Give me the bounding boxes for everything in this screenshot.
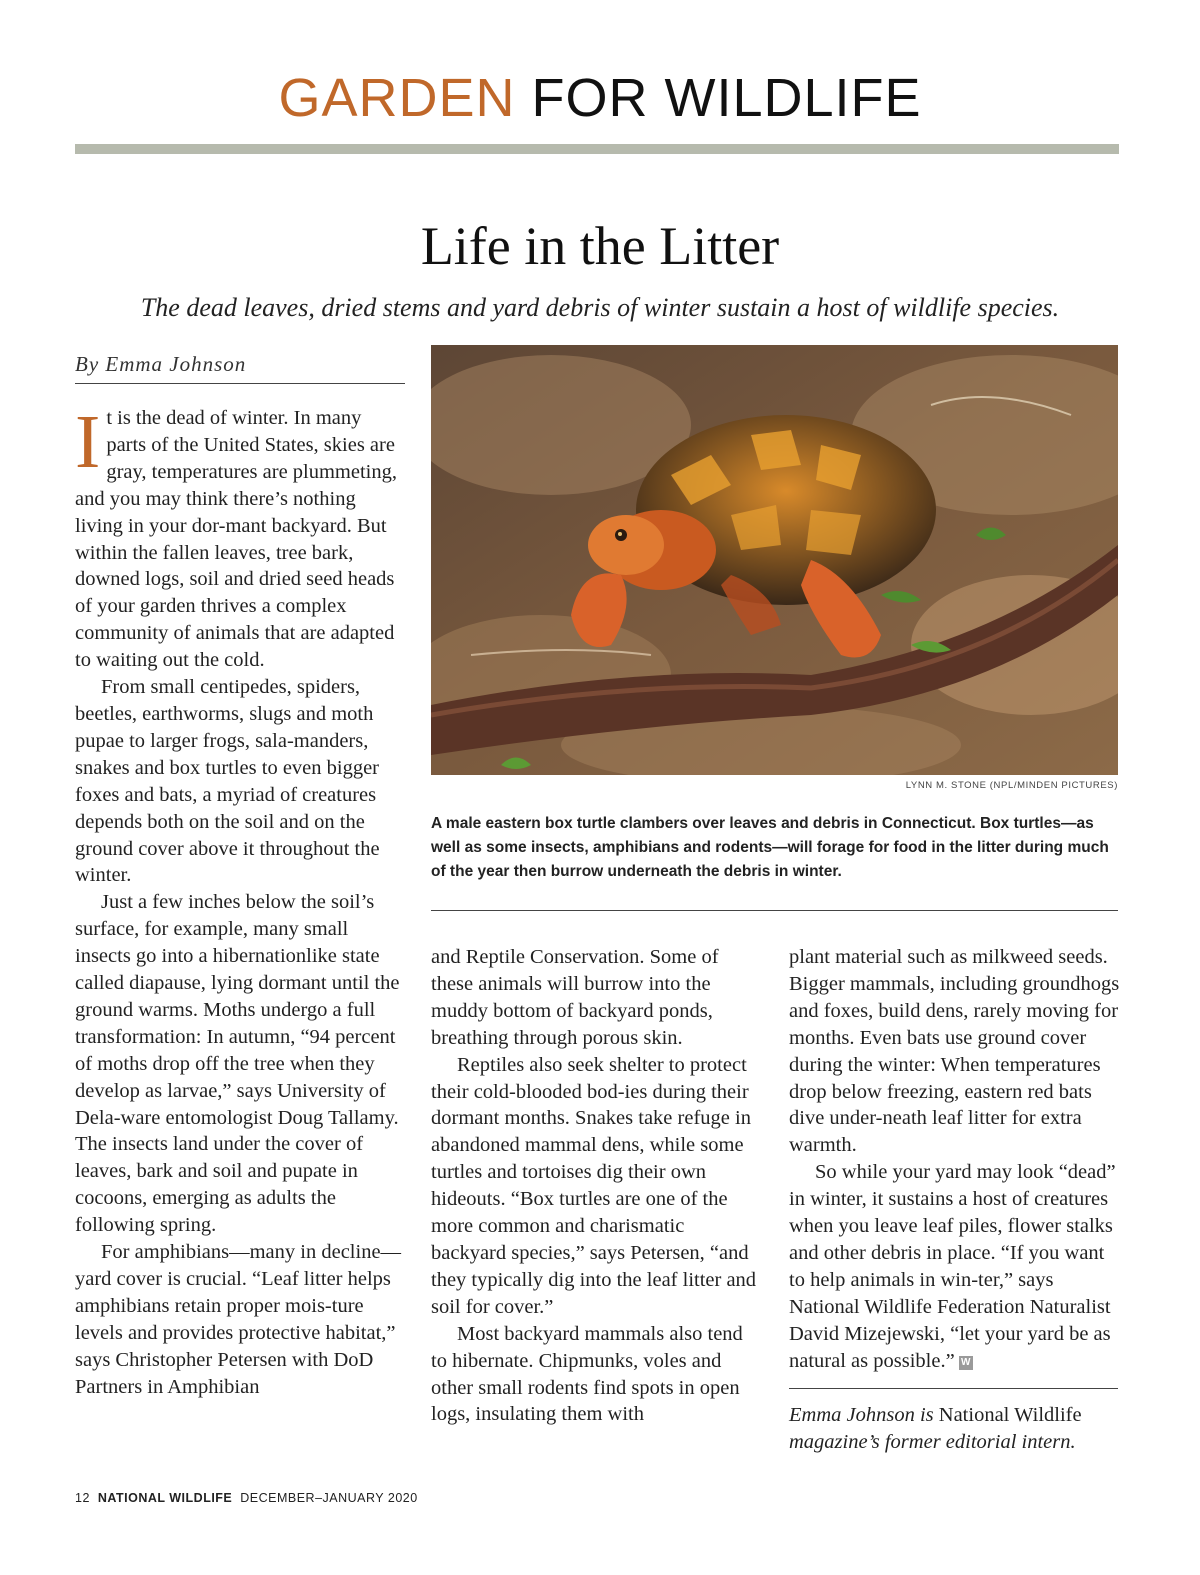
- paragraph-text: So while your yard may look “dead” in winter, it sustains a host of creatures when you leave leaf piles, flower stalks and other debris in place. “If you want to help animals in win-ter,” says National Wildlife Federation Naturalist David Mizejewski, “let your yard be as natural as possible.”: [789, 1161, 1116, 1372]
- paragraph: [789, 1159, 1124, 1374]
- column-2: [431, 944, 761, 1428]
- paragraph: plant material such as milkweed seeds. Bigger mammals, including groundhogs and foxes, build dens, rarely moving for months. Even bats use ground cover during the winter: When temperatures drop below freezing, eastern red bats dive under-neath leaf litter for extra warmth.: [789, 946, 1120, 1157]
- photo-credit: LYNN M. STONE (NPL/MINDEN PICTURES): [905, 780, 1118, 791]
- paragraph: From small centipedes, spiders, beetles, earthworms, slugs and moth pupae to larger frogs, sala-manders, snakes and box turtles to even bigger foxes and bats, a myriad of creatures depends both on the soil and on the ground cover above it throughout the winter.: [75, 676, 380, 887]
- bio-role: magazine’s former editorial intern.: [789, 1431, 1076, 1453]
- page-number: 12: [75, 1491, 90, 1505]
- paragraph: and Reptile Conservation. Some of these animals will burrow into the muddy bottom of backyard ponds, breathing through porous skin.: [431, 946, 719, 1049]
- paragraph-text: t is the dead of winter. In many parts of the United States, skies are gray, temperatures are plummeting, and you may think there’s nothing living in your dor-mant backyard. But within the fallen leaves, tree bark, downed logs, soil and dried seed heads of your garden thrives a complex community of animals that are adapted to waiting out the cold.: [75, 407, 397, 672]
- section-header: [0, 68, 1200, 128]
- bio-is: is: [919, 1404, 934, 1426]
- box-turtle-photo: [431, 345, 1118, 775]
- column-1: [75, 400, 405, 1401]
- column-3: [789, 944, 1124, 1375]
- paragraph: Just a few inches below the soil’s surface, for example, many small insects go into a hibernationlike state called diapause, lying dormant until the ground warms. Moths undergo a full transformation: In autumn, “94 percent of moths drop off the tree when they develop as larvae,” says University of Dela-ware entomologist Doug Tallamy. The insects land under the cover of leaves, bark and soil and pupate in cocoons, emerging as adults the following spring.: [75, 891, 400, 1237]
- article-title: Life in the Litter: [420, 216, 780, 276]
- section-header-garden: GARDEN: [278, 68, 516, 128]
- issue-date: DECEMBER–JANUARY 2020: [240, 1491, 418, 1505]
- bio-name: Emma Johnson: [789, 1404, 915, 1426]
- page-footer: [75, 1491, 418, 1505]
- author-bio: [789, 1402, 1124, 1456]
- byline: By Emma Johnson: [75, 352, 247, 376]
- paragraph: Reptiles also seek shelter to protect their cold-blooded bod-ies during their dormant months. Snakes take refuge in abandoned mammal dens, while some turtles and tortoises dig their own hideouts. “Box turtles are one of the more common and charismatic backyard species,” says Petersen, “and they typically dig into the leaf litter and soil for cover.”: [431, 1053, 757, 1318]
- article-deck: The dead leaves, dried stems and yard debris of winter sustain a host of wildlife species.: [140, 293, 1060, 322]
- end-mark-icon: W: [959, 1356, 973, 1370]
- paragraph: Most backyard mammals also tend to hibernate. Chipmunks, voles and other small rodents find spots in open logs, insulating them with: [431, 1322, 743, 1426]
- bio-rule: [789, 1388, 1118, 1389]
- header-rule: [75, 144, 1119, 154]
- magazine-name: NATIONAL WILDLIFE: [97, 1491, 233, 1505]
- section-header-for-wildlife: FOR WILDLIFE: [531, 68, 922, 128]
- paragraph: For amphibians—many in decline—yard cover is crucial. “Leaf litter helps amphibians retain proper mois-ture levels and provides protective habitat,” says Christopher Petersen with DoD Partners in Amphibian: [75, 1241, 402, 1398]
- paragraph: [75, 400, 405, 674]
- byline-rule: [75, 383, 405, 384]
- drop-cap: I: [75, 400, 101, 484]
- photo-caption: A male eastern box turtle clambers over leaves and debris in Connecticut. Box turtles—as well as some insects, amphibians and rodents—will forage for food in the litter during much of the year then burrow underneath the debris in winter.: [431, 815, 1109, 880]
- caption-rule: [431, 910, 1118, 911]
- bio-publication: National Wildlife: [938, 1404, 1082, 1426]
